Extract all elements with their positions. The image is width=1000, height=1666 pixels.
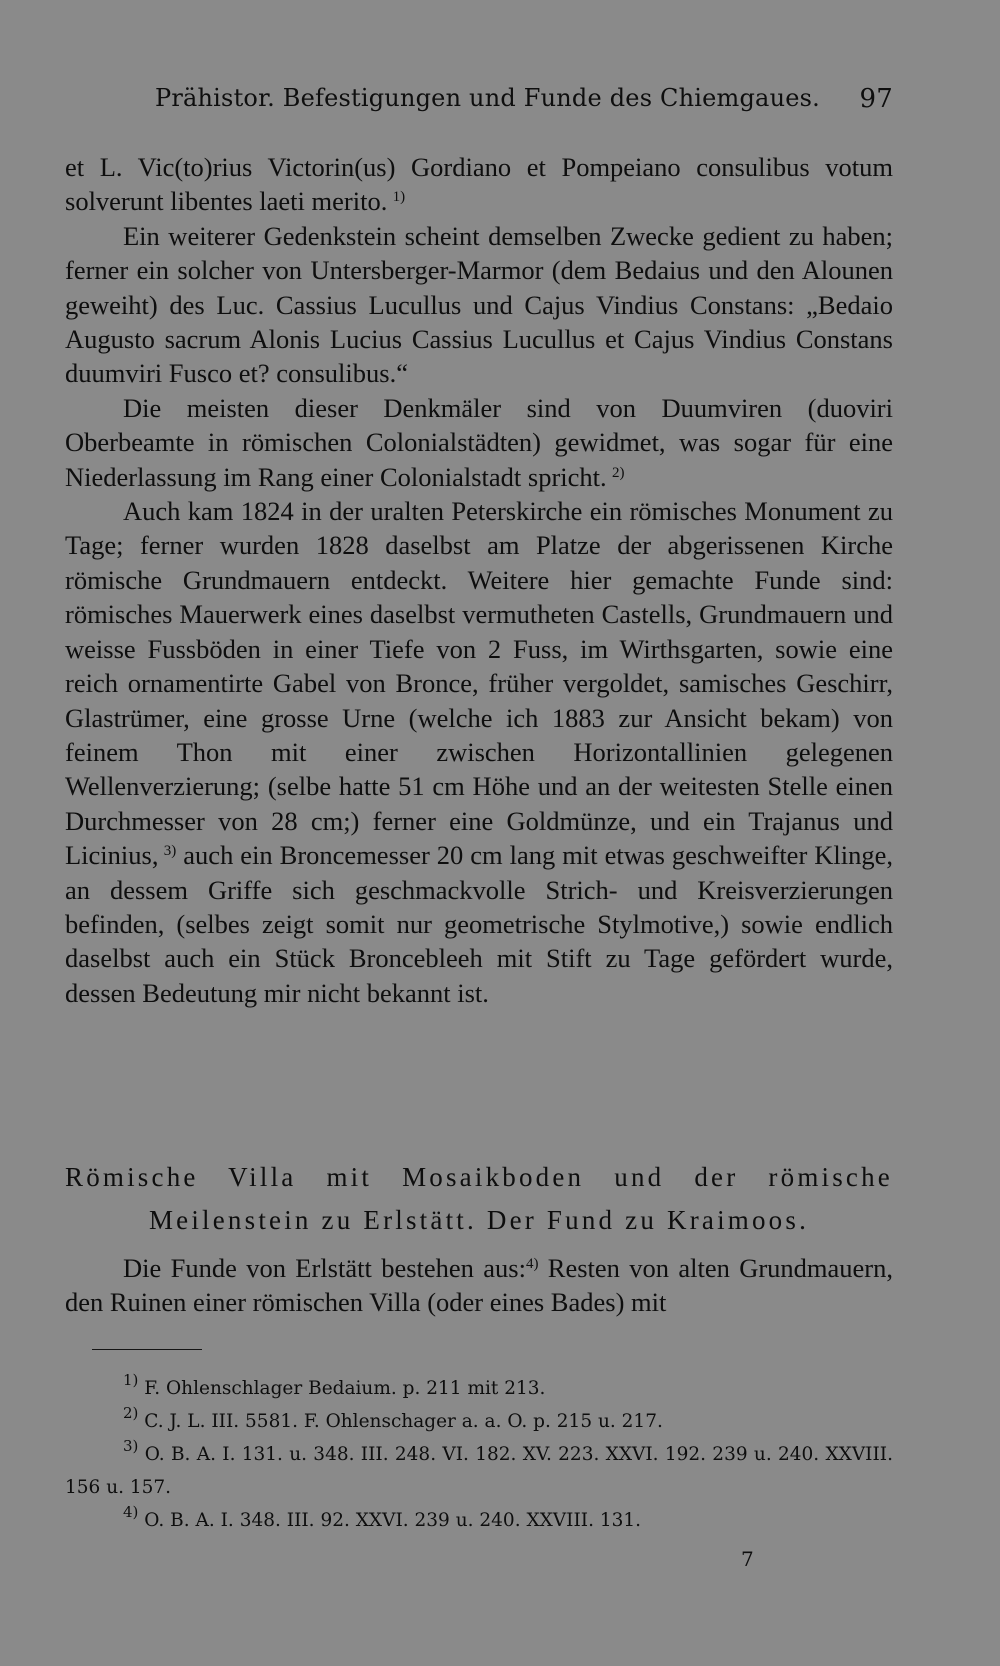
- footnotes: [65, 1372, 893, 1537]
- paragraph-5-text-b: Resten von alten Grundmauern, den Ruinen einer römischen Villa (oder eines Bades) mit: [65, 1253, 894, 1318]
- paragraph-1-text: et L. Vic(to)rius Victorin(us) Gordiano et Pompeiano consulibus votum solverunt libentes laeti merito.: [65, 152, 893, 217]
- paragraph-2: Ein weiterer Gedenkstein scheint demselben Zwecke gedient zu haben; ferner ein solcher von Untersberger-Marmor (dem Bedaius und den Alounen geweiht) des Luc. Cassius Lucullus und Cajus Vindius Constans: „Bedaio Augusto sacrum Alonis Lucius Cassius Lucullus et Cajus Vindius Constans duumviri Fusco et? consulibus.“: [65, 220, 893, 389]
- footnote-4: [65, 1504, 893, 1537]
- paragraph-4-text-a: Auch kam 1824 in der uralten Peterskirche ein römisches Monument zu Tage; ferner wurden 1828 daselbst am Platze der abgerissenen Kirche römische Grundmauern entdeckt. Weitere hier gemachte Funde sind: römisches Mauerwerk eines daselbst vermutheten Castells, Grundmauern und weisse Fussböden in einer Tiefe von 2 Fuss, im Wirthsgarten, sowie eine reich ornamentirte Gabel von Bronce, früher vergoldet, samisches Geschirr, Glastrümer, eine grosse Urne (welche ich 1883 zur Ansicht bekam) von feinem Thon mit einer zwischen Horizontallinien gelegenen Wellenverzierung; (selbe hatte 51 cm Höhe und an der weitesten Stelle einen Durchmesser von 28 cm;) ferner eine Goldmünze, und ein Trajanus und Licinius,: [65, 496, 893, 871]
- footnote-4-text: O. B. A. I. 348. III. 92. XXVI. 239 u. 240. XXVIII. 131.: [144, 1510, 642, 1531]
- footnote-1-mark: 1): [123, 1371, 139, 1389]
- footnote-1-text: F. Ohlenschlager Bedaium. p. 211 mit 213.: [144, 1378, 546, 1399]
- section-heading-line-1: Römische Villa mit Mosaikboden und der römische: [65, 1162, 893, 1192]
- paragraph-4: [65, 494, 893, 1010]
- section-heading: [65, 1156, 893, 1242]
- footnote-ref-3: 3): [163, 843, 177, 860]
- paragraph-3-text: Die meisten dieser Denkmäler sind von Duumviren (duoviri Oberbeamte in römischen Colonialstädten) gewidmet, was sogar für eine Niederlassung im Rang einer Colonialstadt spricht.: [65, 392, 893, 492]
- footnote-2: [65, 1405, 893, 1438]
- paragraph-5-text-a: Die Funde von Erlstätt bestehen aus:: [123, 1253, 526, 1283]
- running-title: Prähistor. Befestigungen und Funde des Chiemgaues.: [155, 84, 820, 112]
- section-heading-line-2: Meilenstein zu Erlstätt. Der Fund zu Kraimoos.: [148, 1205, 810, 1235]
- page-number: 97: [859, 84, 893, 114]
- paragraph-4-text-b: auch ein Broncemesser 20 cm lang mit etwas geschweifter Klinge, an dessem Griffe sich geschmackvolle Strich- und Kreisverzierungen befinden, (selbes zeigt somit nur geometrische Stylmotive,) sowie endlich daselbst auch ein Stück Broncebleeh mit Stift zu Tage gefördert wurde, dessen Bedeutung mir nicht bekannt ist.: [65, 840, 894, 1008]
- footnote-4-mark: 4): [123, 1503, 139, 1521]
- running-head: [155, 84, 893, 112]
- signature-mark: 7: [741, 1547, 754, 1571]
- footnote-ref-2: 2): [611, 464, 625, 481]
- footnote-ref-1: 1): [392, 189, 406, 206]
- footnote-3-mark: 3): [123, 1437, 139, 1455]
- footnote-2-text: C. J. L. III. 5581. F. Ohlenschager a. a. O. p. 215 u. 217.: [144, 1411, 663, 1432]
- footnote-rule: [92, 1349, 202, 1350]
- section-body: [65, 1251, 893, 1320]
- footnote-2-mark: 2): [123, 1404, 139, 1422]
- footnote-1: [65, 1372, 893, 1405]
- paragraph-3: [65, 391, 893, 494]
- footnote-ref-4: 4): [525, 1256, 539, 1272]
- footnote-3-text: O. B. A. I. 131. u. 348. III. 248. VI. 182. XV. 223. XXVI. 192. 239 u. 240. XXVIII. 156 u. 157.: [65, 1444, 893, 1498]
- footnote-3: [65, 1438, 893, 1504]
- paragraph-5: [65, 1251, 893, 1320]
- body-text: [65, 150, 893, 1010]
- paragraph-1: [65, 150, 893, 219]
